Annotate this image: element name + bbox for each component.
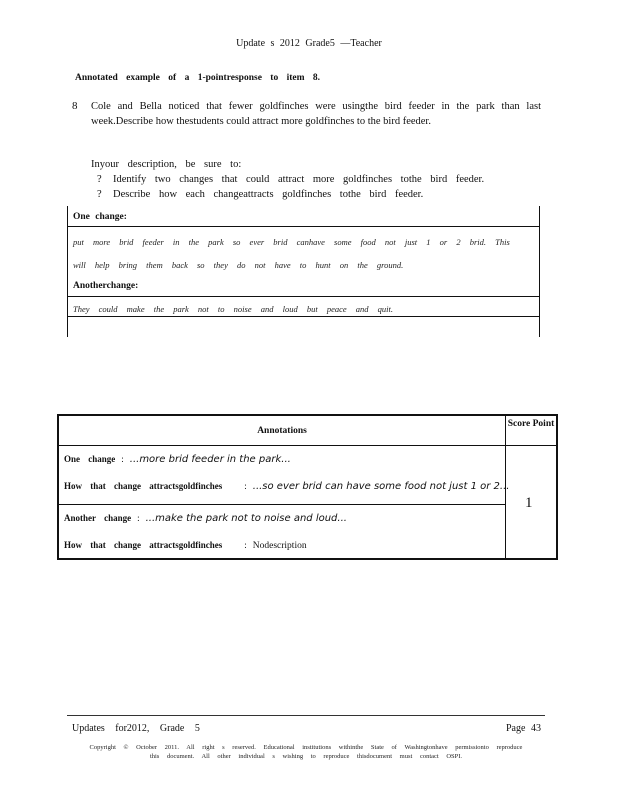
row-value: ...so ever brid can have some food not just 1 or 2...: [252, 481, 510, 492]
handwritten-line: will help bring them back so they do not have to hunt on the ground.: [73, 260, 404, 270]
bullet-mark: ?: [97, 174, 102, 185]
instruction-bullet: [91, 172, 484, 187]
divider: [68, 316, 539, 317]
table-row: How that change attractsgoldfinches : ...so ever brid can have some food not just 1 or 2...: [64, 481, 510, 492]
row-label: One change: [64, 454, 116, 464]
handwritten-line: They could make the park not to noise and loud but peace and quit.: [73, 304, 393, 314]
question-prompt: Cole and Bella noticed that fewer goldfinches were usingthe bird feeder in the park than last week.Describe how thestudents could attract more goldfinches to the bird feeder.: [91, 101, 541, 127]
response-label-another-change: Anotherchange:: [73, 281, 139, 291]
footer-rule: [67, 715, 545, 716]
annotated-example-title: Annotated example of a 1-pointresponse to item 8.: [75, 73, 321, 83]
row-label: Another change: [64, 513, 132, 523]
page-number: Page 43: [506, 723, 541, 734]
divider: [68, 296, 539, 297]
annotations-header: Annotations: [257, 426, 307, 436]
bullet-text: Describe how each changeattracts goldfinches tothe bird feeder.: [113, 189, 424, 200]
score-point-header: Score Point: [507, 419, 555, 429]
annotations-table: [57, 414, 558, 560]
bullet-text: Identify two changes that could attract more goldfinches tothe bird feeder.: [113, 174, 485, 185]
student-response-box: [67, 206, 540, 337]
question-text: [91, 100, 541, 129]
table-row: Another change : ...make the park not to noise and loud...: [64, 513, 347, 524]
score-value: 1: [525, 495, 533, 511]
page-header: Update s 2012 Grade5 —Teacher: [236, 38, 382, 49]
table-row: One change : ...more brid feeder in the park...: [64, 454, 291, 465]
divider: [68, 226, 539, 227]
description-instructions: [91, 157, 484, 202]
header-divider: [59, 445, 556, 446]
table-row: How that change attractsgoldfinches : Nodescription: [64, 540, 307, 551]
footer-left: Updates for2012, Grade 5: [72, 723, 200, 734]
description-intro: Inyour description, be sure to:: [91, 159, 242, 170]
row-label: How that change attractsgoldfinches: [64, 540, 223, 550]
question-number: 8: [72, 100, 78, 112]
row-divider: [59, 504, 505, 505]
instruction-bullet: [91, 187, 484, 202]
response-label-one-change: One change:: [73, 212, 127, 222]
row-value: ...more brid feeder in the park...: [129, 454, 291, 465]
row-value: Nodescription: [252, 541, 307, 551]
row-value: ...make the park not to noise and loud...: [145, 513, 347, 524]
row-label: How that change attractsgoldfinches: [64, 481, 223, 491]
handwritten-line: put more brid feeder in the park so ever brid canhave some food not just 1 or 2 brid. This: [73, 237, 510, 247]
bullet-mark: ?: [97, 189, 102, 200]
copyright-notice: Copyright © October 2011. All right s reserved. Educational institutions withinthe State of Washingtonhave permissionto reproduce this document. All other individual s wishing to reproduce thisdocument must contact OSPI.: [89, 744, 523, 760]
